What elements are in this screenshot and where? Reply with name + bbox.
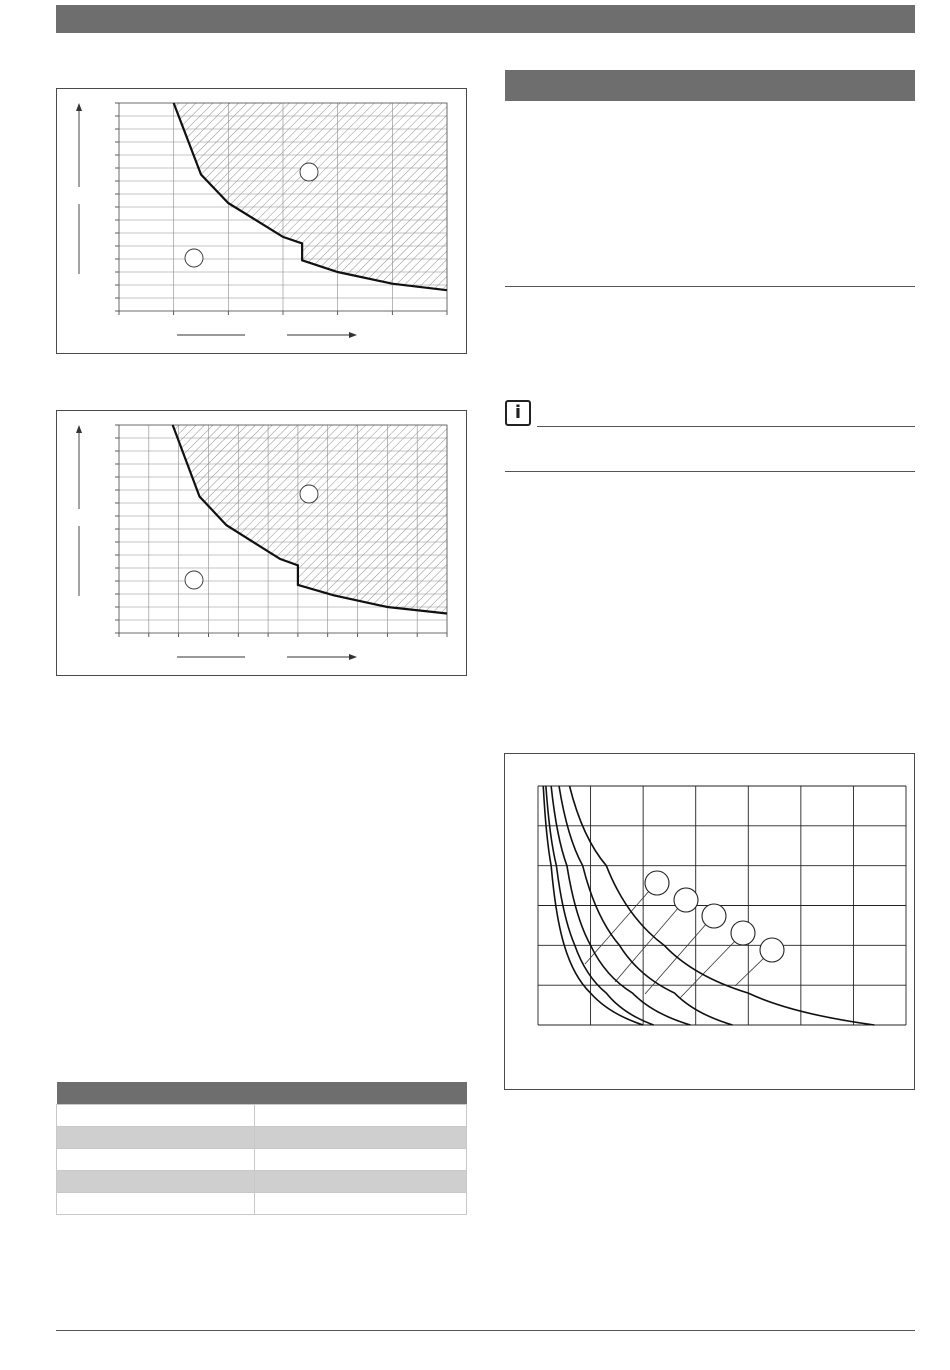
x-axis-arrowhead [349, 654, 357, 660]
callout-leader-line [680, 940, 736, 998]
callout-leader-line [735, 957, 765, 986]
table-cell [57, 1127, 255, 1149]
region-callout-circle [185, 571, 203, 589]
page-header-bar [56, 5, 915, 33]
figure-3-chart [505, 754, 916, 1091]
region-callout-circle [300, 163, 318, 181]
series-callout-circle [731, 921, 755, 945]
region-callout-circle [300, 485, 318, 503]
table-header-cell [57, 1082, 255, 1105]
table-cell [57, 1105, 255, 1127]
table-header-cell [255, 1082, 467, 1105]
table-cell [255, 1105, 467, 1127]
hatched-region [173, 425, 447, 614]
note-bottom-rule [505, 471, 915, 472]
y-axis-arrowhead [76, 425, 82, 433]
section-title-bar [505, 70, 915, 101]
table-cell [57, 1149, 255, 1171]
figure-1-frame [56, 88, 467, 354]
table-cell [255, 1149, 467, 1171]
series-callout-circle [702, 904, 726, 928]
data-table [56, 1082, 467, 1215]
callout-leader-line [615, 907, 679, 982]
figure-3-frame [504, 753, 915, 1090]
info-icon: i [505, 400, 531, 426]
callout-leader-line [645, 923, 707, 994]
table-cell [57, 1171, 255, 1193]
table-header-row [57, 1082, 467, 1105]
table-row [57, 1171, 467, 1193]
section-divider-1 [505, 286, 915, 287]
table-cell [255, 1193, 467, 1215]
series-callout-circle [674, 888, 698, 912]
x-axis-arrowhead [349, 332, 357, 338]
note-top-rule [537, 426, 915, 427]
series-callout-circle [760, 938, 784, 962]
table-row [57, 1127, 467, 1149]
figure-2-frame [56, 410, 467, 676]
table-cell [255, 1171, 467, 1193]
table-row [57, 1193, 467, 1215]
series-callout-circle [645, 871, 669, 895]
region-callout-circle [185, 249, 203, 267]
figure-1-chart [57, 89, 468, 355]
table-row [57, 1149, 467, 1171]
table-cell [57, 1193, 255, 1215]
figure-2-chart [57, 411, 468, 677]
table-row [57, 1105, 467, 1127]
footer-rule [56, 1330, 915, 1331]
y-axis-arrowhead [76, 103, 82, 111]
table-cell [255, 1127, 467, 1149]
